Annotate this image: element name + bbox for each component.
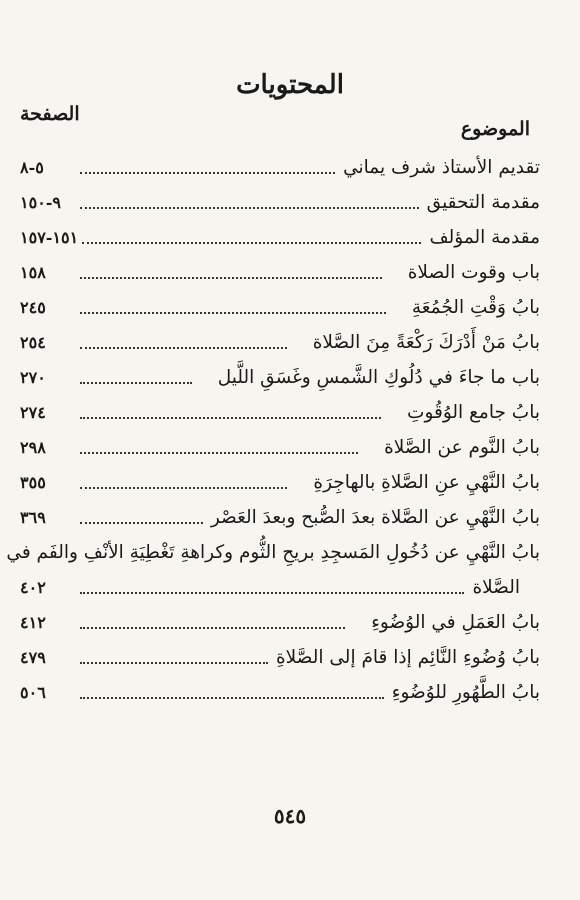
toc-topic: بابُ النَّهْيِ عن الصَّلاة بعدَ الصُّبح وبعدَ العَصْر	[210, 507, 540, 528]
topic-column-header: الموضوع	[460, 118, 530, 140]
leader-dots	[80, 382, 192, 384]
toc-topic: بابُ مَنْ أَدْرَكَ رَكْعَةً مِنَ الصَّلاة	[312, 332, 540, 353]
leader-dots	[80, 627, 345, 629]
leader-dots	[80, 277, 382, 279]
toc-page: ٣٥٥	[20, 473, 46, 492]
toc-page: ٢٩٨	[20, 438, 46, 457]
toc-topic: بابُ جامع الوُقُوتِ	[407, 402, 540, 423]
leader-dots	[80, 662, 268, 664]
toc-page: ٢٧٤	[20, 403, 46, 422]
toc-row	[20, 290, 540, 325]
leader-dots	[80, 347, 287, 349]
table-of-contents	[6, 150, 540, 710]
toc-page: ٥٠٦	[20, 683, 46, 702]
toc-row	[20, 325, 540, 360]
leader-dots	[80, 452, 358, 454]
leader-dots	[80, 207, 419, 209]
toc-row	[20, 465, 540, 500]
page-title: المحتويات	[236, 70, 344, 100]
leader-dots	[80, 172, 335, 174]
leader-dots	[80, 697, 384, 699]
toc-row	[20, 500, 540, 535]
toc-topic: بابُ العَمَلِ في الوُضُوءِ	[371, 612, 540, 633]
toc-topic: بابُ النَّهْيِ عن دُخُولِ المَسجِدِ بريحِ الثُّوم وكراهةِ تَغْطِيَةِ الأنْفِ والفَم في	[6, 542, 540, 563]
toc-row	[6, 535, 540, 570]
toc-row	[20, 185, 540, 220]
leader-dots	[80, 592, 464, 594]
toc-row	[20, 255, 540, 290]
toc-row	[20, 395, 540, 430]
toc-page: ٢٤٥	[20, 298, 46, 317]
leader-dots	[80, 522, 203, 524]
toc-topic: باب ما جاءَ في دُلُوكِ الشَّمسِ وغَسَقِ اللَّيل	[217, 367, 540, 388]
footer-page-number: ٥٤٥	[273, 804, 307, 828]
page-column-header: الصفحة	[20, 103, 80, 125]
toc-row	[20, 360, 540, 395]
toc-row	[20, 675, 540, 710]
toc-page: ٥-٨	[20, 158, 44, 177]
toc-topic: تقديم الأستاذ شرف يماني	[343, 157, 540, 178]
leader-dots	[80, 312, 386, 314]
toc-page: ١٥١-١٥٧	[20, 228, 79, 247]
toc-topic: مقدمة المؤلف	[429, 227, 540, 248]
leader-dots	[82, 242, 421, 244]
toc-topic: مقدمة التحقيق	[426, 192, 540, 213]
leader-dots	[80, 417, 381, 419]
toc-page: ٢٧٠	[20, 368, 46, 387]
leader-dots	[80, 487, 287, 489]
toc-row	[20, 150, 540, 185]
toc-topic: بابُ النَّوم عن الصَّلاة	[384, 437, 540, 458]
toc-row	[20, 220, 540, 255]
toc-row	[20, 570, 540, 605]
toc-page: ٤٠٢	[20, 578, 46, 597]
toc-row	[20, 430, 540, 465]
toc-page: ٣٦٩	[20, 508, 46, 527]
toc-page: ٢٥٤	[20, 333, 46, 352]
toc-page: ٩-١٥٠	[20, 193, 62, 212]
toc-topic: بابُ الطَّهُورِ للوُضُوءِ	[391, 682, 540, 703]
toc-row	[20, 640, 540, 675]
toc-row	[20, 605, 540, 640]
toc-page: ١٥٨	[20, 263, 46, 282]
toc-topic: بابُ النَّهْيِ عنِ الصَّلاةِ بالهاجِرَةِ	[313, 472, 540, 493]
toc-page: ٤٧٩	[20, 648, 46, 667]
toc-topic: بابُ وَقْتِ الجُمُعَةِ	[411, 297, 540, 318]
toc-topic: باب وقوت الصلاة	[407, 262, 540, 283]
toc-topic: الصَّلاة	[472, 577, 520, 598]
toc-page: ٤١٢	[20, 613, 46, 632]
toc-topic: بابُ وُضُوءِ النَّائِم إذا قامَ إلى الصَّلاةِ	[275, 647, 540, 668]
